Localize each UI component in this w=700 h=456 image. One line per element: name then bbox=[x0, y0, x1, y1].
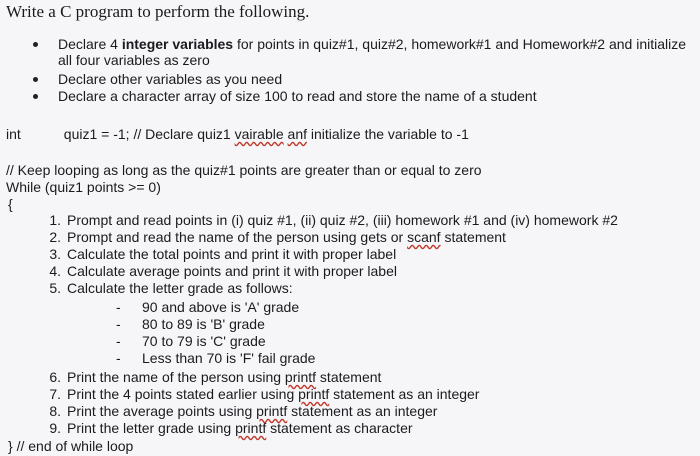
requirement-item bbox=[30, 88, 690, 104]
step-text: Print the letter grade using bbox=[67, 420, 236, 436]
step-number: 2. bbox=[49, 229, 61, 245]
declaration-text: quiz1 = -1; // Declare quiz1 bbox=[63, 126, 235, 142]
loop-steps bbox=[34, 212, 684, 297]
step-number: 8. bbox=[49, 403, 61, 419]
function-name: printf bbox=[284, 369, 317, 385]
step-number: 3. bbox=[49, 246, 61, 262]
loop-end bbox=[8, 438, 133, 454]
step-item bbox=[34, 420, 479, 437]
requirements-list bbox=[30, 36, 690, 105]
step-text: Calculate the total points and print it with proper label bbox=[67, 246, 397, 262]
print-steps bbox=[34, 369, 479, 437]
step-item bbox=[34, 369, 479, 386]
requirement-text: for points in quiz#1, quiz#2, homework#1 and Homework#2 and initialize all four variables as zero bbox=[58, 36, 687, 68]
step-text: statement as an integer bbox=[329, 386, 480, 402]
step-text: Calculate the letter grade as follows: bbox=[67, 280, 293, 296]
step-text: statement as character bbox=[266, 420, 413, 436]
requirement-text: Declare a character array of size 100 to read and store the name of a student bbox=[58, 88, 537, 104]
step-text: statement bbox=[440, 229, 506, 245]
function-name: printf bbox=[235, 420, 267, 436]
step-item bbox=[34, 246, 684, 263]
step-item bbox=[34, 403, 479, 420]
step-text: Print the average points using bbox=[67, 403, 257, 419]
close-brace: } bbox=[8, 438, 13, 454]
step-number: 1. bbox=[49, 212, 61, 228]
grade-list bbox=[114, 299, 315, 367]
step-item bbox=[34, 386, 479, 403]
function-name: printf bbox=[256, 403, 288, 419]
step-text: Print the name of the person using bbox=[67, 369, 285, 385]
misspelled-word: anf bbox=[287, 126, 307, 142]
grade-item: - 90 and above is 'A' grade bbox=[114, 299, 315, 316]
step-text: statement as an integer bbox=[287, 403, 438, 419]
requirement-item bbox=[30, 36, 690, 68]
int-keyword: int bbox=[6, 126, 21, 142]
step-item bbox=[34, 280, 684, 297]
step-number: 5. bbox=[49, 280, 61, 296]
while-statement: While (quiz1 points >= 0) bbox=[6, 179, 161, 195]
requirement-text: Declare other variables as you need bbox=[58, 71, 283, 87]
open-brace: { bbox=[8, 196, 13, 212]
requirement-emphasis: integer variables bbox=[121, 36, 234, 52]
int-declaration bbox=[6, 126, 469, 142]
requirement-text: Declare 4 bbox=[58, 36, 122, 52]
step-item bbox=[34, 212, 684, 229]
step-text: Print the 4 points stated earlier using bbox=[67, 386, 299, 402]
loop-comment: // Keep looping as long as the quiz#1 points are greater than or equal to zero bbox=[6, 162, 482, 178]
grade-item: - 70 to 79 is 'C' grade bbox=[114, 333, 315, 350]
step-text: Prompt and read the name of the person using gets or bbox=[67, 229, 408, 245]
step-item bbox=[34, 263, 684, 280]
grade-item: - 80 to 89 is 'B' grade bbox=[114, 316, 315, 333]
step-text: Prompt and read points in (i) quiz #1, (ii) quiz #2, (iii) homework #1 and (iv) homework #2 bbox=[67, 212, 618, 228]
grade-item: - Less than 70 is 'F' fail grade bbox=[114, 350, 315, 367]
page-heading: Write a C program to perform the following. bbox=[6, 2, 310, 21]
step-number: 9. bbox=[49, 420, 61, 436]
step-number: 6. bbox=[49, 369, 61, 385]
declaration-text: initialize the variable to -1 bbox=[307, 126, 469, 142]
step-text: Calculate average points and print it with proper label bbox=[67, 263, 397, 279]
function-name: scanf bbox=[407, 229, 441, 245]
end-comment: // end of while loop bbox=[16, 438, 134, 454]
requirement-item bbox=[30, 71, 690, 87]
step-item bbox=[34, 229, 684, 246]
function-name: printf bbox=[298, 386, 330, 402]
step-text: statement bbox=[316, 369, 382, 385]
misspelled-word: vairable bbox=[234, 126, 284, 142]
step-number: 7. bbox=[49, 386, 61, 402]
step-number: 4. bbox=[49, 263, 61, 279]
